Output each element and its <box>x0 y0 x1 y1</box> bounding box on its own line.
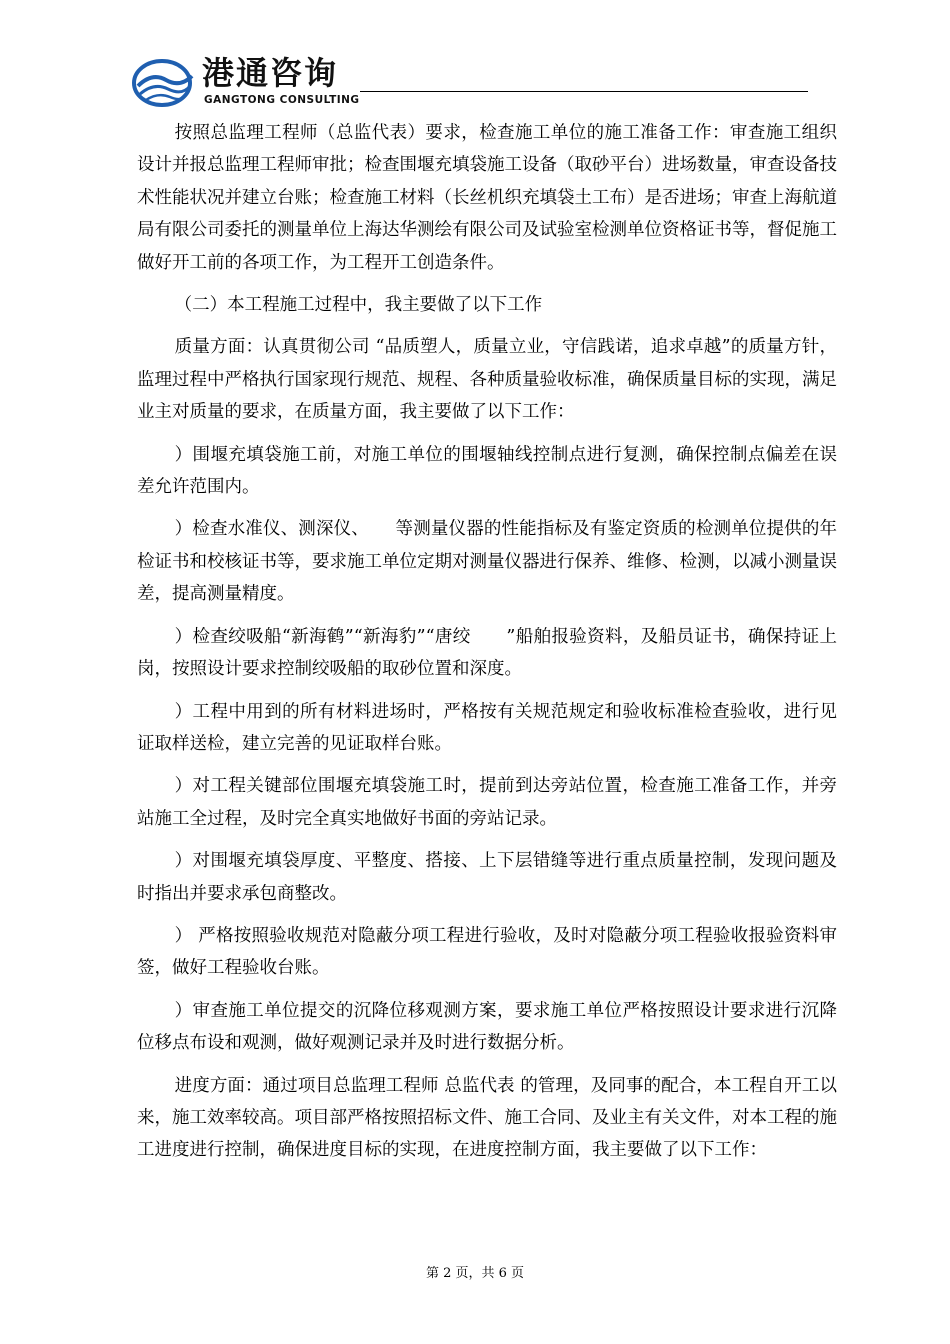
list-item: ）对工程关键部位围堰充填袋施工时，提前到达旁站位置，检查施工准备工作，并旁站施工全过程，及时完全真实地做好书面的旁站记录。 <box>137 776 837 829</box>
paragraph-prep-work: 按照总监理工程师（总监代表）要求，检查施工单位的施工准备工作：审查施工组织设计并报总监理工程师审批；检查围堰充填袋施工设备（取砂平台）进场数量，审查设备技术性能状况并建立台账；检查施工材料（长丝机织充填袋土工布）是否进场；审查上海航道局有限公司委托的测量单位上海达华测绘有限公司及试验室检测单位资格证书等，督促施工做好开工前的各项工作，为工程开工创造条件。 <box>137 123 837 273</box>
paragraph-quality-intro: 质量方面：认真贯彻公司 “品质塑人，质量立业，守信践诺，追求卓越”的质量方针，监理过程中严格执行国家现行规范、规程、各种质量验收标准，确保质量目标的实现，满足业主对质量的要求，在质量方面，我主要做了以下工作： <box>137 337 837 423</box>
page-header <box>132 52 812 112</box>
list-item: ）围堰充填袋施工前，对施工单位的围堰轴线控制点进行复测，确保控制点偏差在误差允许范围内。 <box>137 444 837 498</box>
section-heading-construction: （二）本工程施工过程中，我主要做了以下工作 <box>174 295 543 316</box>
gangtong-logo-icon <box>132 58 196 108</box>
page-number: 第 2 页，共 6 页 <box>425 1266 525 1281</box>
logo-english-text: GANGTONG CONSULTING <box>204 94 360 106</box>
list-item: ）检查水准仪、测深仪、 等测量仪器的性能指标及有鉴定资质的检测单位提供的年检证书和校核证书等，要求施工单位定期对测量仪器进行保养、维修、检测，以减小测量误差，提高测量精度。 <box>137 519 837 605</box>
paragraph-progress-intro: 进度方面：通过项目总监理工程师 总监代表 的管理，及同事的配合，本工程自开工以来，施工效率较高。项目部严格按照招标文件、施工合同、及业主有关文件，对本工程的施工进度进行控制，确保进度目标的实现，在进度控制方面，我主要做了以下工作： <box>137 1075 837 1161</box>
list-item: ）对围堰充填袋厚度、平整度、搭接、上下层错缝等进行重点质量控制，发现问题及时指出并要求承包商整改。 <box>137 851 837 904</box>
document-body <box>137 117 837 1167</box>
list-item: ）工程中用到的所有材料进场时，严格按有关规范规定和验收标准检查验收，进行见证取样送检，建立完善的见证取样台账。 <box>137 701 837 754</box>
list-item: ）审查施工单位提交的沉降位移观测方案，要求施工单位严格按照设计要求进行沉降位移点布设和观测，做好观测记录并及时进行数据分析。 <box>137 1000 837 1054</box>
logo-chinese-text: 港通咨询 <box>202 54 339 92</box>
header-rule <box>360 91 808 92</box>
list-item: ）检查绞吸船“新海鹤”“新海豹”“唐绞 ”船舶报验资料，及船员证书，确保持证上岗，按照设计要求控制绞吸船的取砂位置和深度。 <box>137 626 837 680</box>
list-item: ） 严格按照验收规范对隐蔽分项工程进行验收，及时对隐蔽分项工程验收报验资料审签，做好工程验收台账。 <box>137 925 837 979</box>
